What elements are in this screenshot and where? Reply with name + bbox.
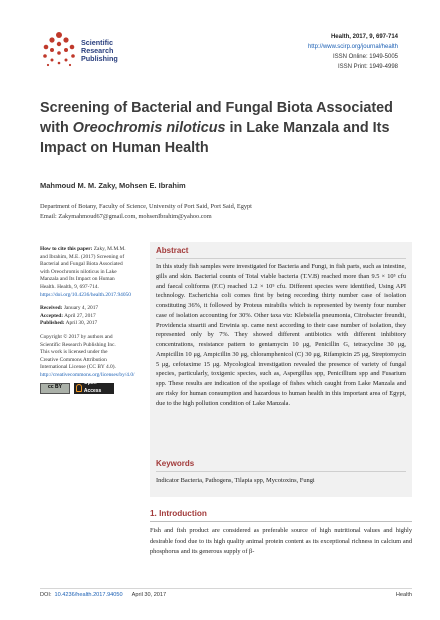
introduction-text: Fish and fish product are considered as preferable source of high nutritional values and highly desirable food due to its high quality animal protein content as its exceptional richness in calcium and phosphorus and its generous supply of β- xyxy=(150,527,412,556)
published-date: April 30, 2017 xyxy=(65,320,98,327)
accepted-date: April 27, 2017 xyxy=(64,312,96,319)
affiliation-department: Department of Botany, Faculty of Science, University of Port Said, Port Said, Egypt xyxy=(40,203,252,210)
keywords-heading: Keywords xyxy=(156,459,195,468)
abstract-box xyxy=(150,242,412,464)
footer-doi-link[interactable]: 10.4236/health.2017.94050 xyxy=(54,592,123,598)
publisher-name: Scientific Research Publishing xyxy=(81,38,118,63)
page-footer xyxy=(40,588,412,598)
paper-title: Screening of Bacterial and Fungal Biota Associated with Oreochromis niloticus in Lake Manzala and Its Impact on Human Health xyxy=(40,100,393,156)
introduction-heading: 1. Introduction xyxy=(150,509,207,518)
license-link[interactable]: http://creativecommons.org/licenses/by/4.0/ xyxy=(40,371,135,378)
keywords-text: Indicator Bacteria, Pathogens, Tilapia spp, Mycotoxins, Fungi xyxy=(156,477,315,484)
abstract-text: In this study fish samples were investigated for Bacteria and Fungi, in fish parts, such as intestine, gills and skin. Bacterial counts of Total viable bacteria (T.V.B) reached more than 9.5 × 10⁵ cfu and faecal coliforms (F.C) reached 1.2 × 10⁵ cfu. Different species were identified, Using API technology. Escherichia coli comes first by being recording thirty number case of isolation constituting 36%, it followed by Proteus mirabilis which is represented by twenty four number case of isolation accounting for 30%. Other taxa viz: Klebsiella pneumonia, Citrobacter freundii, Providencia stuartii and Erwinia sp. came next according to their case number of isolation, they represented only by 7%. They showed different antibiotics with different inhibitory concentrations, resistance pattern to gentamycin 10 μg, Penicillin G, tetracycline 30 μg, Ampicillin 10 μg, Ampicillin 30 μg, chloramphenicol (C) 30 μg, Rifampicin 25 μg, Streptomycin 5 μg, cefotaxime 15 μg. Mycological investigation revealed the presence of variety of fungal species, particularly, toxigenic species, such as, Aspergillus spp, Penicillium spp and Fusarium spp. These results are indication of the spoilage of fishes which caught from Lake Manzala and are risky for human consumption and hazardous to human health in this important area of Egypt, due to the high pollution condition of Lake Manzala. xyxy=(156,263,406,407)
how-to-cite: How to cite this paper: Zaky, M.M.M. and Ibrahim, M.E. (2017) Screening of Bacterial and Fungal Biota Associated with Oreochromis niloticus in Lake Manzala and Its Impact on Human Health. Health, 9, 697-714. https://doi.org/10.4236/health.2017.94050 xyxy=(40,246,131,298)
journal-url-link[interactable]: http://www.scirp.org/journal/health xyxy=(307,44,398,50)
keywords-box xyxy=(150,455,412,497)
footer-doi-label: DOI: xyxy=(40,592,52,598)
issn-print: ISSN Print: 1949-4998 xyxy=(337,64,398,70)
issn-online: ISSN Online: 1949-5005 xyxy=(332,54,398,60)
received-date: January 4, 2017 xyxy=(63,305,99,312)
publisher-logo xyxy=(40,30,160,70)
divider xyxy=(150,521,412,522)
authors: Mahmoud M. M. Zaky, Mohsen E. Ibrahim xyxy=(40,181,186,190)
open-access-badge: Open Access xyxy=(74,383,114,394)
cite-doi-link[interactable]: https://doi.org/10.4236/health.2017.94050 xyxy=(40,291,131,298)
open-lock-icon xyxy=(76,384,82,392)
abstract-heading: Abstract xyxy=(156,246,189,255)
affiliation xyxy=(40,202,252,222)
cc-by-license-icon[interactable]: cc BY xyxy=(40,383,70,394)
scirp-logo-icon xyxy=(40,30,78,70)
footer-date: April 30, 2017 xyxy=(131,592,167,598)
article-sidebar xyxy=(40,246,135,400)
journal-info xyxy=(308,32,398,72)
article-dates: Received: January 4, 2017 Accepted: April 27, 2017 Published: April 30, 2017 xyxy=(40,305,99,327)
affiliation-email[interactable]: Email: Zakymahmoud67@gmail.com, mohsenIbrahim@yahoo.com xyxy=(40,213,212,220)
copyright-notice: Copyright © 2017 by authors and Scientific Research Publishing Inc. This work is licensed under the Creative Commons Attribution International License (CC BY 4.0). http://creativecommons.org/licenses/by/4.0/ cc BY Open Access xyxy=(40,333,135,394)
journal-citation: Health, 2017, 9, 697-714 xyxy=(330,34,398,40)
footer-journal: Health xyxy=(395,592,412,598)
